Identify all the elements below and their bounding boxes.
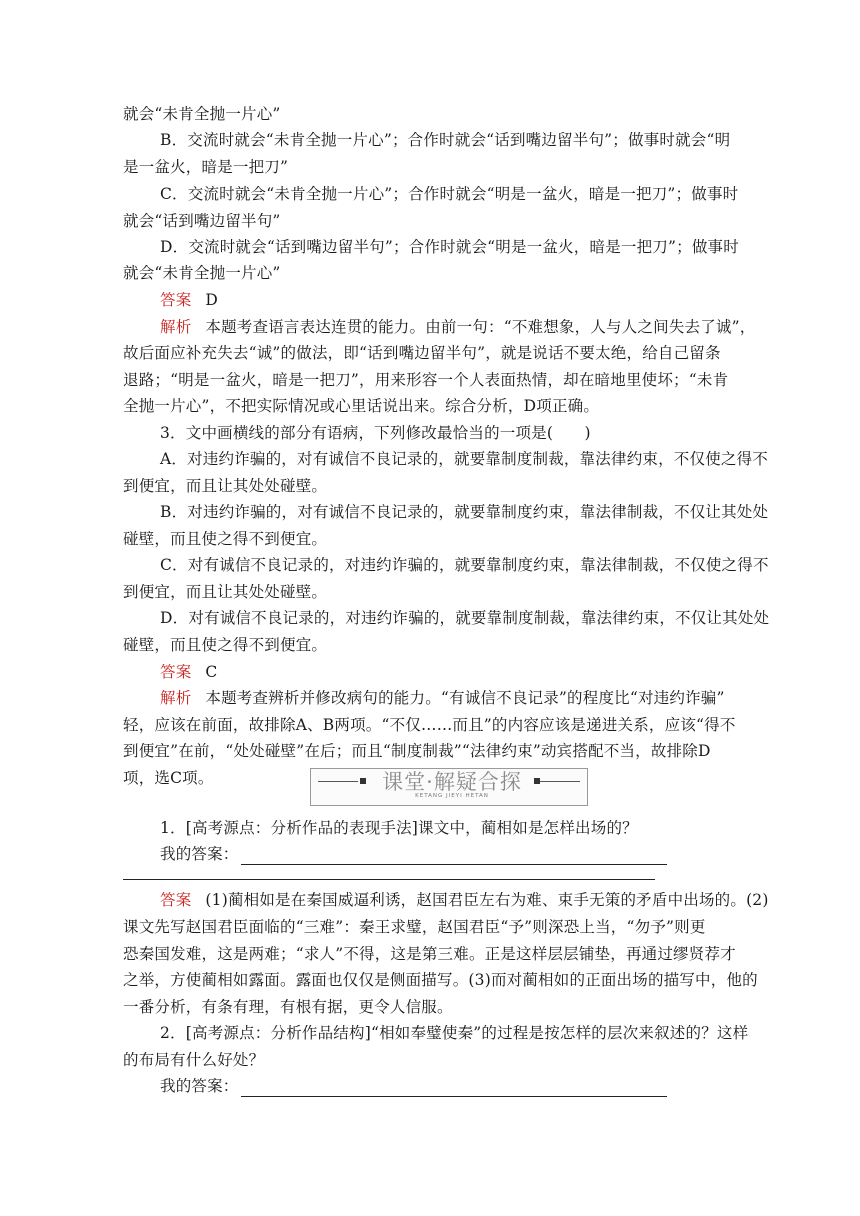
analysis-label: 解析 [160,318,192,336]
banner-subtitle: KETANG JIEYI HETAN [415,793,489,799]
answer-value: D [205,291,219,309]
answer-value: C [205,663,218,681]
option-b-continuation: 是一盆火，暗是一把刀” [123,158,289,176]
part2-question-2: 2．[高考源点：分析作品结构]“相如奉璧使秦”的过程是按怎样的层次来叙述的？这样 [160,1024,749,1042]
answer-blank-full-line[interactable] [123,879,655,880]
answer-blank-line[interactable] [241,1080,667,1097]
answer-label: 答案 [160,291,192,309]
banner-title: 课堂·解疑合探 [382,770,522,794]
option-d-continuation: 就会“未肯全抛一片心” [123,264,281,282]
q3-analysis-line-3: 到便宜”在前，“处处碰壁”在后；而且“制度制裁”“法律约束”动宾搭配不当，故排除D [123,742,711,760]
q3-option-a: A．对违约诈骗的，对有诚信不良记录的，就要靠制度制裁，靠法律约束，不仅使之得不 [160,450,768,468]
q3-option-c-continuation: 到便宜，而且让其处处碰壁。 [123,583,328,601]
q3-option-d: D．对有诚信不良记录的，对违约诈骗的，就要靠制度制裁，靠法律约束，不仅让其处处 [160,609,770,627]
q3-option-b-continuation: 碰壁，而且使之得不到便宜。 [123,530,328,548]
q3-analysis-line-2: 轻，应该在前面，故排除A、B两项。“不仅……而且”的内容应该是递进关系，应该“得不 [123,716,736,734]
banner-square-icon [360,778,366,784]
answer-label: 答案 [160,663,192,681]
analysis-label: 解析 [160,689,192,707]
q3-option-d-continuation: 碰壁，而且使之得不到便宜。 [123,636,328,654]
part2-answer-line-2: 课文先写赵国君臣面临的“三难”：秦王求璧，赵国君臣“予”则深恐上当，“勿予”则更 [123,918,706,936]
q3-stem: 3．文中画横线的部分有语病，下列修改最恰当的一项是( ) [160,424,591,442]
option-c-continuation: 就会“话到嘴边留半句” [123,212,281,230]
part2-answer-line-4: 之举，方使蔺相如露面。露面也仅仅是侧面描写。(3)而对蔺相如的正面出场的描写中，他的 [123,971,758,989]
option-d: D．交流时就会“话到嘴边留半句”；合作时就会“明是一盆火，暗是一把刀”；做事时 [160,238,739,256]
part2-question-2-continuation: 的布局有什么好处？ [123,1051,265,1069]
q2-analysis-line-3: 退路；“明是一盆火，暗是一把刀”，用来形容一个人表面热情，却在暗地里使坏；“未肯 [123,371,729,389]
my-answer-label: 我的答案： [160,1077,239,1095]
answer-label: 答案 [160,891,192,909]
part2-answer-line-1: 答案 (1)蔺相如是在秦国威逼利诱，赵国君臣左右为难、束手无策的矛盾中出场的。(2) [160,891,769,909]
section-banner [310,768,588,806]
part2-answer-line-3: 恐秦国发难，这是两难；“求人”不得，这是第三难。正是这样层层铺垫，再通过缪贤荐才 [123,945,736,963]
q2-analysis-line-1: 解析 本题考查语言表达连贯的能力。由前一句：“不难想象，人与人之间失去了诚”， [160,318,756,336]
q3-analysis-line-1: 解析 本题考查辨析并修改病句的能力。“有诚信不良记录”的程度比“对违约诈骗” [160,689,725,707]
option-b: B．交流时就会“未肯全抛一片心”；合作时就会“话到嘴边留半句”；做事时就会“明 [160,131,731,149]
answer-blank-line[interactable] [241,848,667,865]
part2-question-1: 1．[高考源点：分析作品的表现手法]课文中，蔺相如是怎样出场的？ [160,819,638,837]
my-answer-row-2 [160,1075,738,1097]
q3-option-b: B．对违约诈骗的，对有诚信不良记录的，就要靠制度约束，靠法律制裁，不仅让其处处 [160,503,769,521]
banner-rule-right [540,781,580,782]
q3-answer [160,661,738,683]
my-answer-label: 我的答案： [160,845,239,863]
q2-analysis-line-2: 故后面应补充失去“诚”的做法，即“话到嘴边留半句”，就是说话不要太绝，给自己留条 [123,344,721,362]
q3-option-c: C．对有诚信不良记录的，对违约诈骗的，就要靠制度约束，靠法律制裁，不仅使之得不 [160,556,769,574]
q2-analysis-line-4: 全抛一片心”，不把实际情况或心里话说出来。综合分析，D项正确。 [123,397,600,415]
my-answer-row-1 [160,843,738,865]
option-a-continuation: 就会“未肯全抛一片心” [123,105,281,123]
banner-rule-left [318,781,358,782]
option-c: C．交流时就会“未肯全抛一片心”；合作时就会“明是一盆火，暗是一把刀”；做事时 [160,185,739,203]
q2-answer [160,289,738,311]
part2-answer-line-5: 一番分析，有条有理，有根有据，更令人信服。 [123,998,453,1016]
q3-analysis-line-4: 项，选C项。 [123,769,214,787]
q3-option-a-continuation: 到便宜，而且让其处处碰壁。 [123,477,328,495]
